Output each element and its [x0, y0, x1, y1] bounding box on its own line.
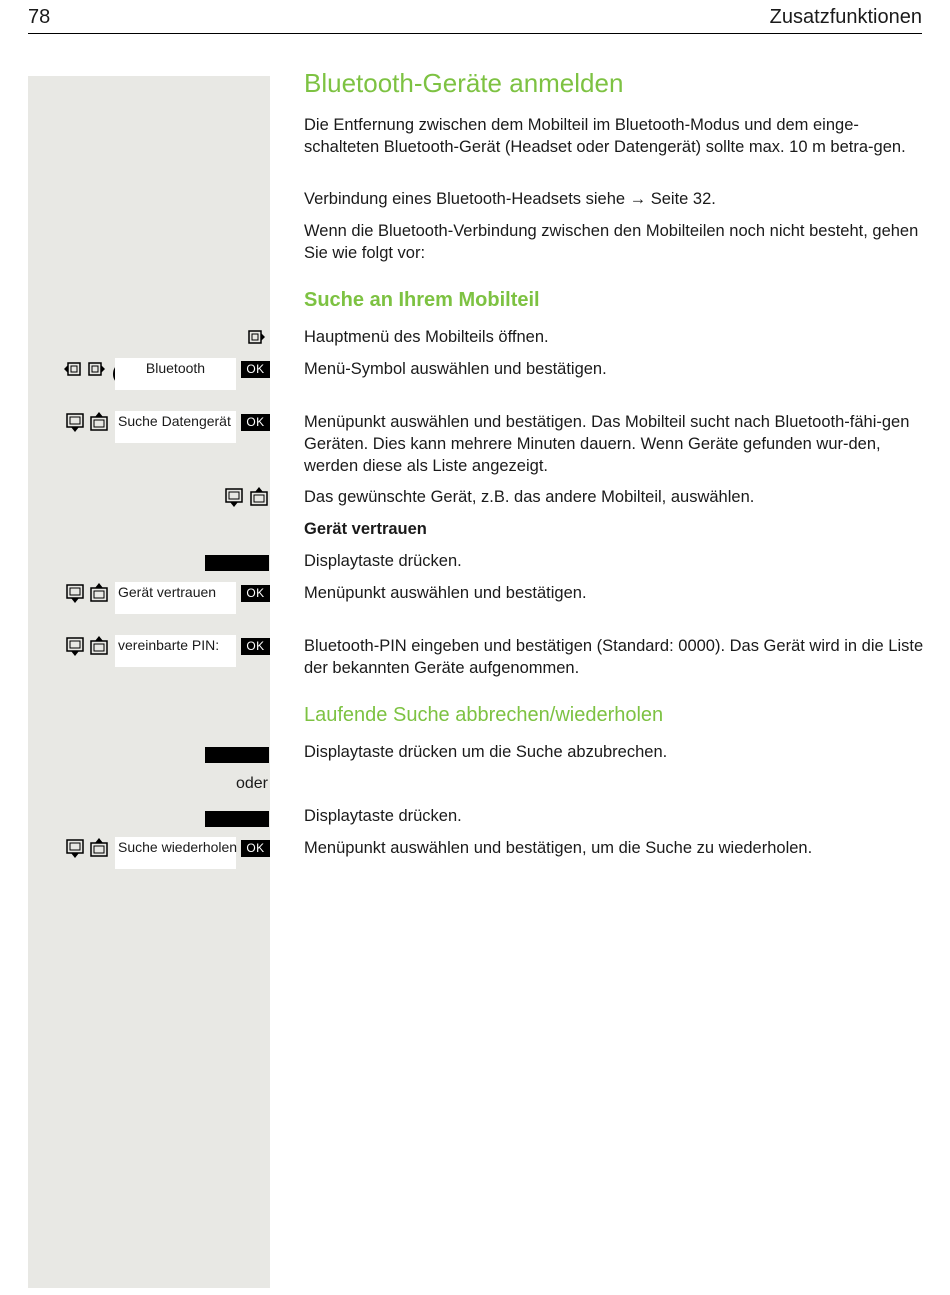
- step-select-symbol: Menü-Symbol auswählen und bestätigen.: [304, 360, 607, 378]
- step-choose-device: Das gewünschte Gerät, z.B. das andere Mobilteil, auswählen.: [304, 488, 755, 506]
- nav-up-icon: [90, 411, 108, 429]
- intro-paragraph-1: Die Entfernung zwischen dem Mobilteil im Bluetooth-Modus und dem einge-schalteten Bluetooth-Gerät (Headset oder Datengerät) sollte max. 10 m betra-gen.: [304, 116, 906, 156]
- page-number: 78: [28, 6, 51, 28]
- ok-button[interactable]: OK: [241, 361, 270, 378]
- step-pin: Bluetooth-PIN eingeben und bestätigen (Standard: 0000). Das Gerät wird in die Liste der bekannten Geräte aufgenommen.: [304, 637, 924, 677]
- ok-button[interactable]: OK: [241, 585, 270, 602]
- display-search-device: [115, 411, 236, 443]
- section-heading-search: Suche an Ihrem Mobilteil: [304, 289, 540, 311]
- nav-down-icon: [66, 839, 84, 857]
- step-repeat: Menüpunkt auswählen und bestätigen, um die Suche zu wiederholen.: [304, 839, 813, 857]
- instruction-sidebar: [28, 76, 270, 1288]
- nav-down-icon: [66, 584, 84, 602]
- display-trust-device: [115, 582, 236, 614]
- nav-left-icon: [63, 360, 81, 378]
- page-title: Bluetooth-Geräte anmelden: [304, 68, 624, 98]
- section-title: Zusatzfunktionen: [769, 6, 922, 28]
- step-trust-menu: Menüpunkt auswählen und bestätigen.: [304, 584, 587, 602]
- nav-right-icon: [88, 360, 106, 378]
- trust-heading: Gerät vertrauen: [304, 520, 427, 538]
- display-text: Bluetooth: [145, 360, 206, 376]
- step-cancel: Displaytaste drücken um die Suche abzubrechen.: [304, 743, 668, 761]
- display-pin: [115, 635, 236, 667]
- step-open-menu: Hauptmenü des Mobilteils öffnen.: [304, 328, 549, 346]
- intro-paragraph-3: Wenn die Bluetooth-Verbindung zwischen den Mobilteilen noch nicht besteht, gehen Sie wie folgt vor:: [304, 222, 919, 262]
- nav-down-icon: [225, 488, 243, 506]
- display-text: Gerät vertrauen: [118, 584, 217, 600]
- nav-up-icon: [250, 486, 268, 504]
- header-rule: [28, 33, 922, 34]
- or-label: oder: [235, 775, 268, 792]
- step-softkey-2: Displaytaste drücken.: [304, 807, 462, 825]
- display-text: vereinbarte PIN:: [118, 637, 220, 653]
- nav-up-icon: [90, 635, 108, 653]
- nav-down-icon: [66, 413, 84, 431]
- display-softkey[interactable]: [205, 555, 269, 571]
- nav-up-icon: [90, 837, 108, 855]
- display-softkey[interactable]: [205, 811, 269, 827]
- display-text: Suche Datengerät: [118, 413, 231, 429]
- intro-paragraph-2: Verbindung eines Bluetooth-Headsets siehe → Seite 32.: [304, 190, 716, 208]
- display-softkey[interactable]: [205, 747, 269, 763]
- ok-button[interactable]: OK: [241, 840, 270, 857]
- step-softkey: Displaytaste drücken.: [304, 552, 462, 570]
- display-text: Suche wiederholen: [118, 839, 238, 855]
- ok-button[interactable]: OK: [241, 638, 270, 655]
- step-search-device: Menüpunkt auswählen und bestätigen. Das Mobilteil sucht nach Bluetooth-fähi-gen Geräten. Dies kann mehrere Minuten dauern. Wenn Geräte gefunden wur-den, werden diese als Liste angezeigt.: [304, 413, 910, 475]
- nav-up-icon: [90, 582, 108, 600]
- ok-button[interactable]: OK: [241, 414, 270, 431]
- section-heading-cancel: Laufende Suche abbrechen/wiederholen: [304, 704, 664, 726]
- display-repeat-search: [115, 837, 236, 869]
- nav-down-icon: [66, 637, 84, 655]
- display-bluetooth: [115, 358, 236, 390]
- nav-right-icon: [248, 328, 266, 346]
